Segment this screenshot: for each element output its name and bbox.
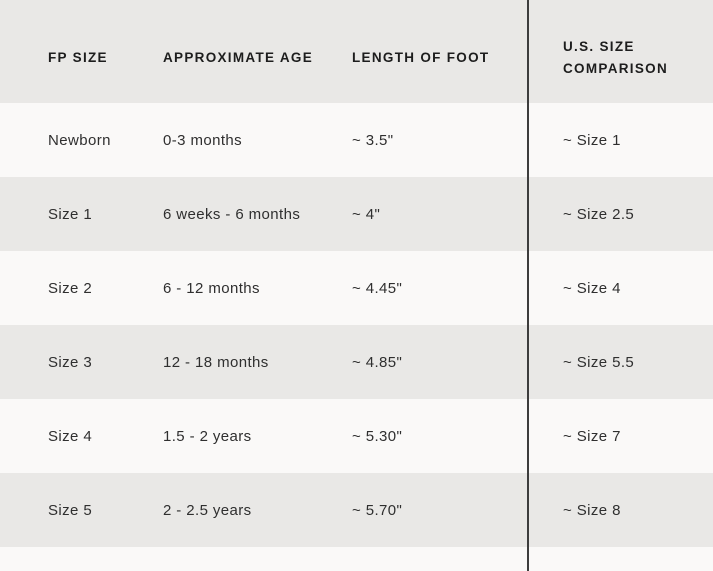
cell-foot-length: ~ 5.70": [352, 501, 403, 519]
cell-us-size: ~ Size 4: [563, 279, 621, 297]
cell-us-size: ~ Size 2.5: [563, 205, 635, 223]
table-row: [0, 399, 713, 473]
cell-fp-size: Size 3: [48, 353, 93, 371]
cell-us-size: ~ Size 7: [563, 427, 621, 445]
cell-approximate-age: 2 - 2.5 years: [163, 501, 252, 519]
cell-fp-size: Size 2: [48, 279, 93, 297]
table-row: [0, 103, 713, 177]
table-row: [0, 325, 713, 399]
cell-approximate-age: 6 - 12 months: [163, 279, 260, 297]
cell-approximate-age: 1.5 - 2 years: [163, 427, 252, 445]
cell-fp-size: Size 4: [48, 427, 93, 445]
cell-foot-length: ~ 4": [352, 205, 381, 223]
table-row: [0, 473, 713, 547]
cell-approximate-age: 6 weeks - 6 months: [163, 205, 301, 223]
cell-us-size: ~ Size 5.5: [563, 353, 635, 371]
cell-foot-length: ~ 4.45": [352, 279, 403, 297]
cell-fp-size: Size 5: [48, 501, 93, 519]
cell-us-size: ~ Size 1: [563, 131, 621, 149]
column-header-length-of-foot: LENGTH OF FOOT: [352, 50, 490, 65]
cell-foot-length: ~ 4.85": [352, 353, 403, 371]
cell-foot-length: ~ 5.30": [352, 427, 403, 445]
table-row: [0, 251, 713, 325]
cell-foot-length: ~ 3.5": [352, 131, 394, 149]
cell-fp-size: Newborn: [48, 131, 111, 149]
column-divider-line: [527, 0, 529, 571]
table-header-row: [0, 0, 713, 103]
cell-approximate-age: 12 - 18 months: [163, 353, 269, 371]
column-header-us-size-comparison: U.S. SIZE COMPARISON: [563, 39, 669, 76]
cell-fp-size: Size 1: [48, 205, 93, 223]
table-row: [0, 177, 713, 251]
cell-approximate-age: 0-3 months: [163, 131, 243, 149]
column-header-fp-size: FP SIZE: [48, 50, 108, 65]
cell-us-size: ~ Size 8: [563, 501, 621, 519]
column-header-approximate-age: APPROXIMATE AGE: [163, 50, 314, 65]
